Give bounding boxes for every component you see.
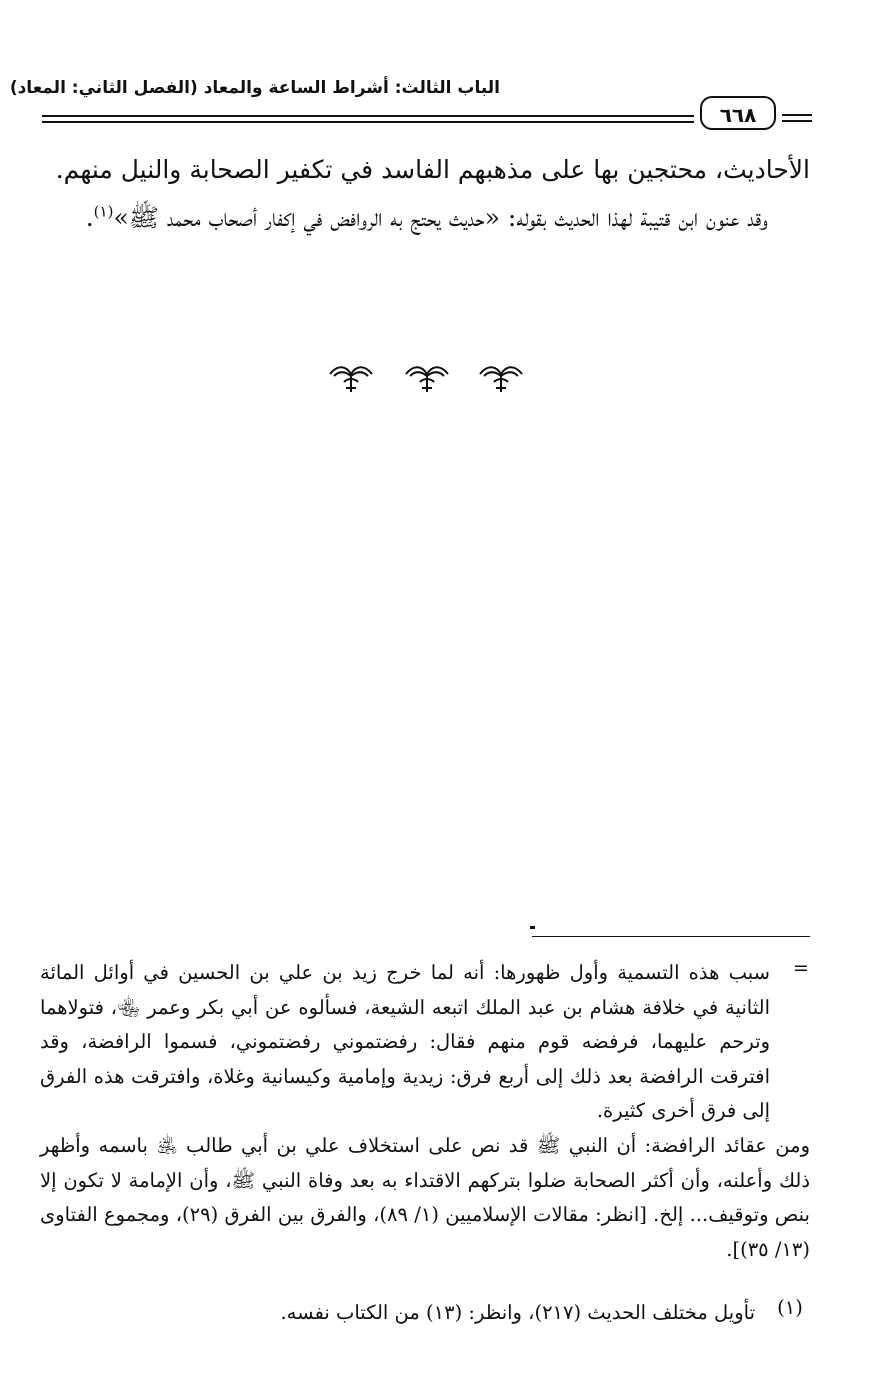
footnote-separator-rule — [532, 936, 810, 937]
header-rule-right — [782, 114, 812, 116]
section-divider-ornaments — [326, 362, 526, 398]
floral-ornament-icon — [326, 362, 376, 396]
paragraph-2-text: وقد عنون ابن قتيبة لهذا الحديث بقوله: «حديث يحتج به الروافض في إكفار أصحاب محمد ﷺ» — [113, 203, 768, 232]
paragraph-2 — [42, 194, 810, 242]
footnote-continued-1: سبب هذه التسمية وأول ظهورها: أنه لما خرج زيد بن علي بن الحسين في أوائل المائة الثانية في خلافة هشام بن عبد الملك اتبعه الشيعة، فسألوه عن أبي بكر وعمر ﵄، فتولاهما وترحم عليهما، فرفضه قوم منهم فقال: رفضتموني رفضتموني، فسموا الرافضة، وقد افترقت الرافضة بعد ذلك إلى أربع فرق: زيدية وإمامية وكيسانية وغلاة، وافترقت هذه الفرق إلى فرق أخرى كثيرة. — [40, 961, 770, 1123]
footnote-continued-2: ومن عقائد الرافضة: أن النبي ﷺ قد نص على استخلاف علي بن أبي طالب ﵁ باسمه وأظهر ذلك وأعلنه، وأن أكثر الصحابة ضلوا بتركهم الاقتداء به بعد وفاة النبي ﷺ، وأن الإمامة لا تكون إلا بنص وتوقيف... إلخ. [انظر: مقالات الإسلاميين (١/ ٨٩)، والفرق بين الفرق (٢٩)، ومجموع الفتاوى (١٣/ ٣٥)]. — [40, 1133, 810, 1261]
footnote-continuation-mark: = — [793, 957, 809, 979]
footnote-1-number: (١) — [777, 1296, 803, 1319]
main-text — [42, 146, 810, 242]
paragraph-2-end: . — [85, 203, 94, 232]
floral-ornament-icon — [402, 362, 452, 396]
floral-ornament-icon — [476, 362, 526, 396]
header-rule-right-double — [782, 120, 812, 122]
footnote-reference: (١) — [93, 202, 114, 221]
footnote-1-text: تأويل مختلف الحديث (٢١٧)، وانظر: (١٣) من الكتاب نفسه. — [280, 1301, 755, 1324]
footnotes-block — [40, 956, 810, 1267]
running-title: الباب الثالث: أشراط الساعة والمعاد (الفصل الثاني: المعاد) — [9, 78, 500, 98]
header-rule — [42, 115, 694, 117]
paragraph-1: الأحاديث، محتجين بها على مذهبهم الفاسد في تكفير الصحابة والنيل منهم. — [55, 155, 810, 184]
footnote-separator-dot — [530, 926, 535, 929]
page-number: ٦٦٨ — [700, 96, 776, 130]
header-rule-double — [42, 121, 694, 123]
